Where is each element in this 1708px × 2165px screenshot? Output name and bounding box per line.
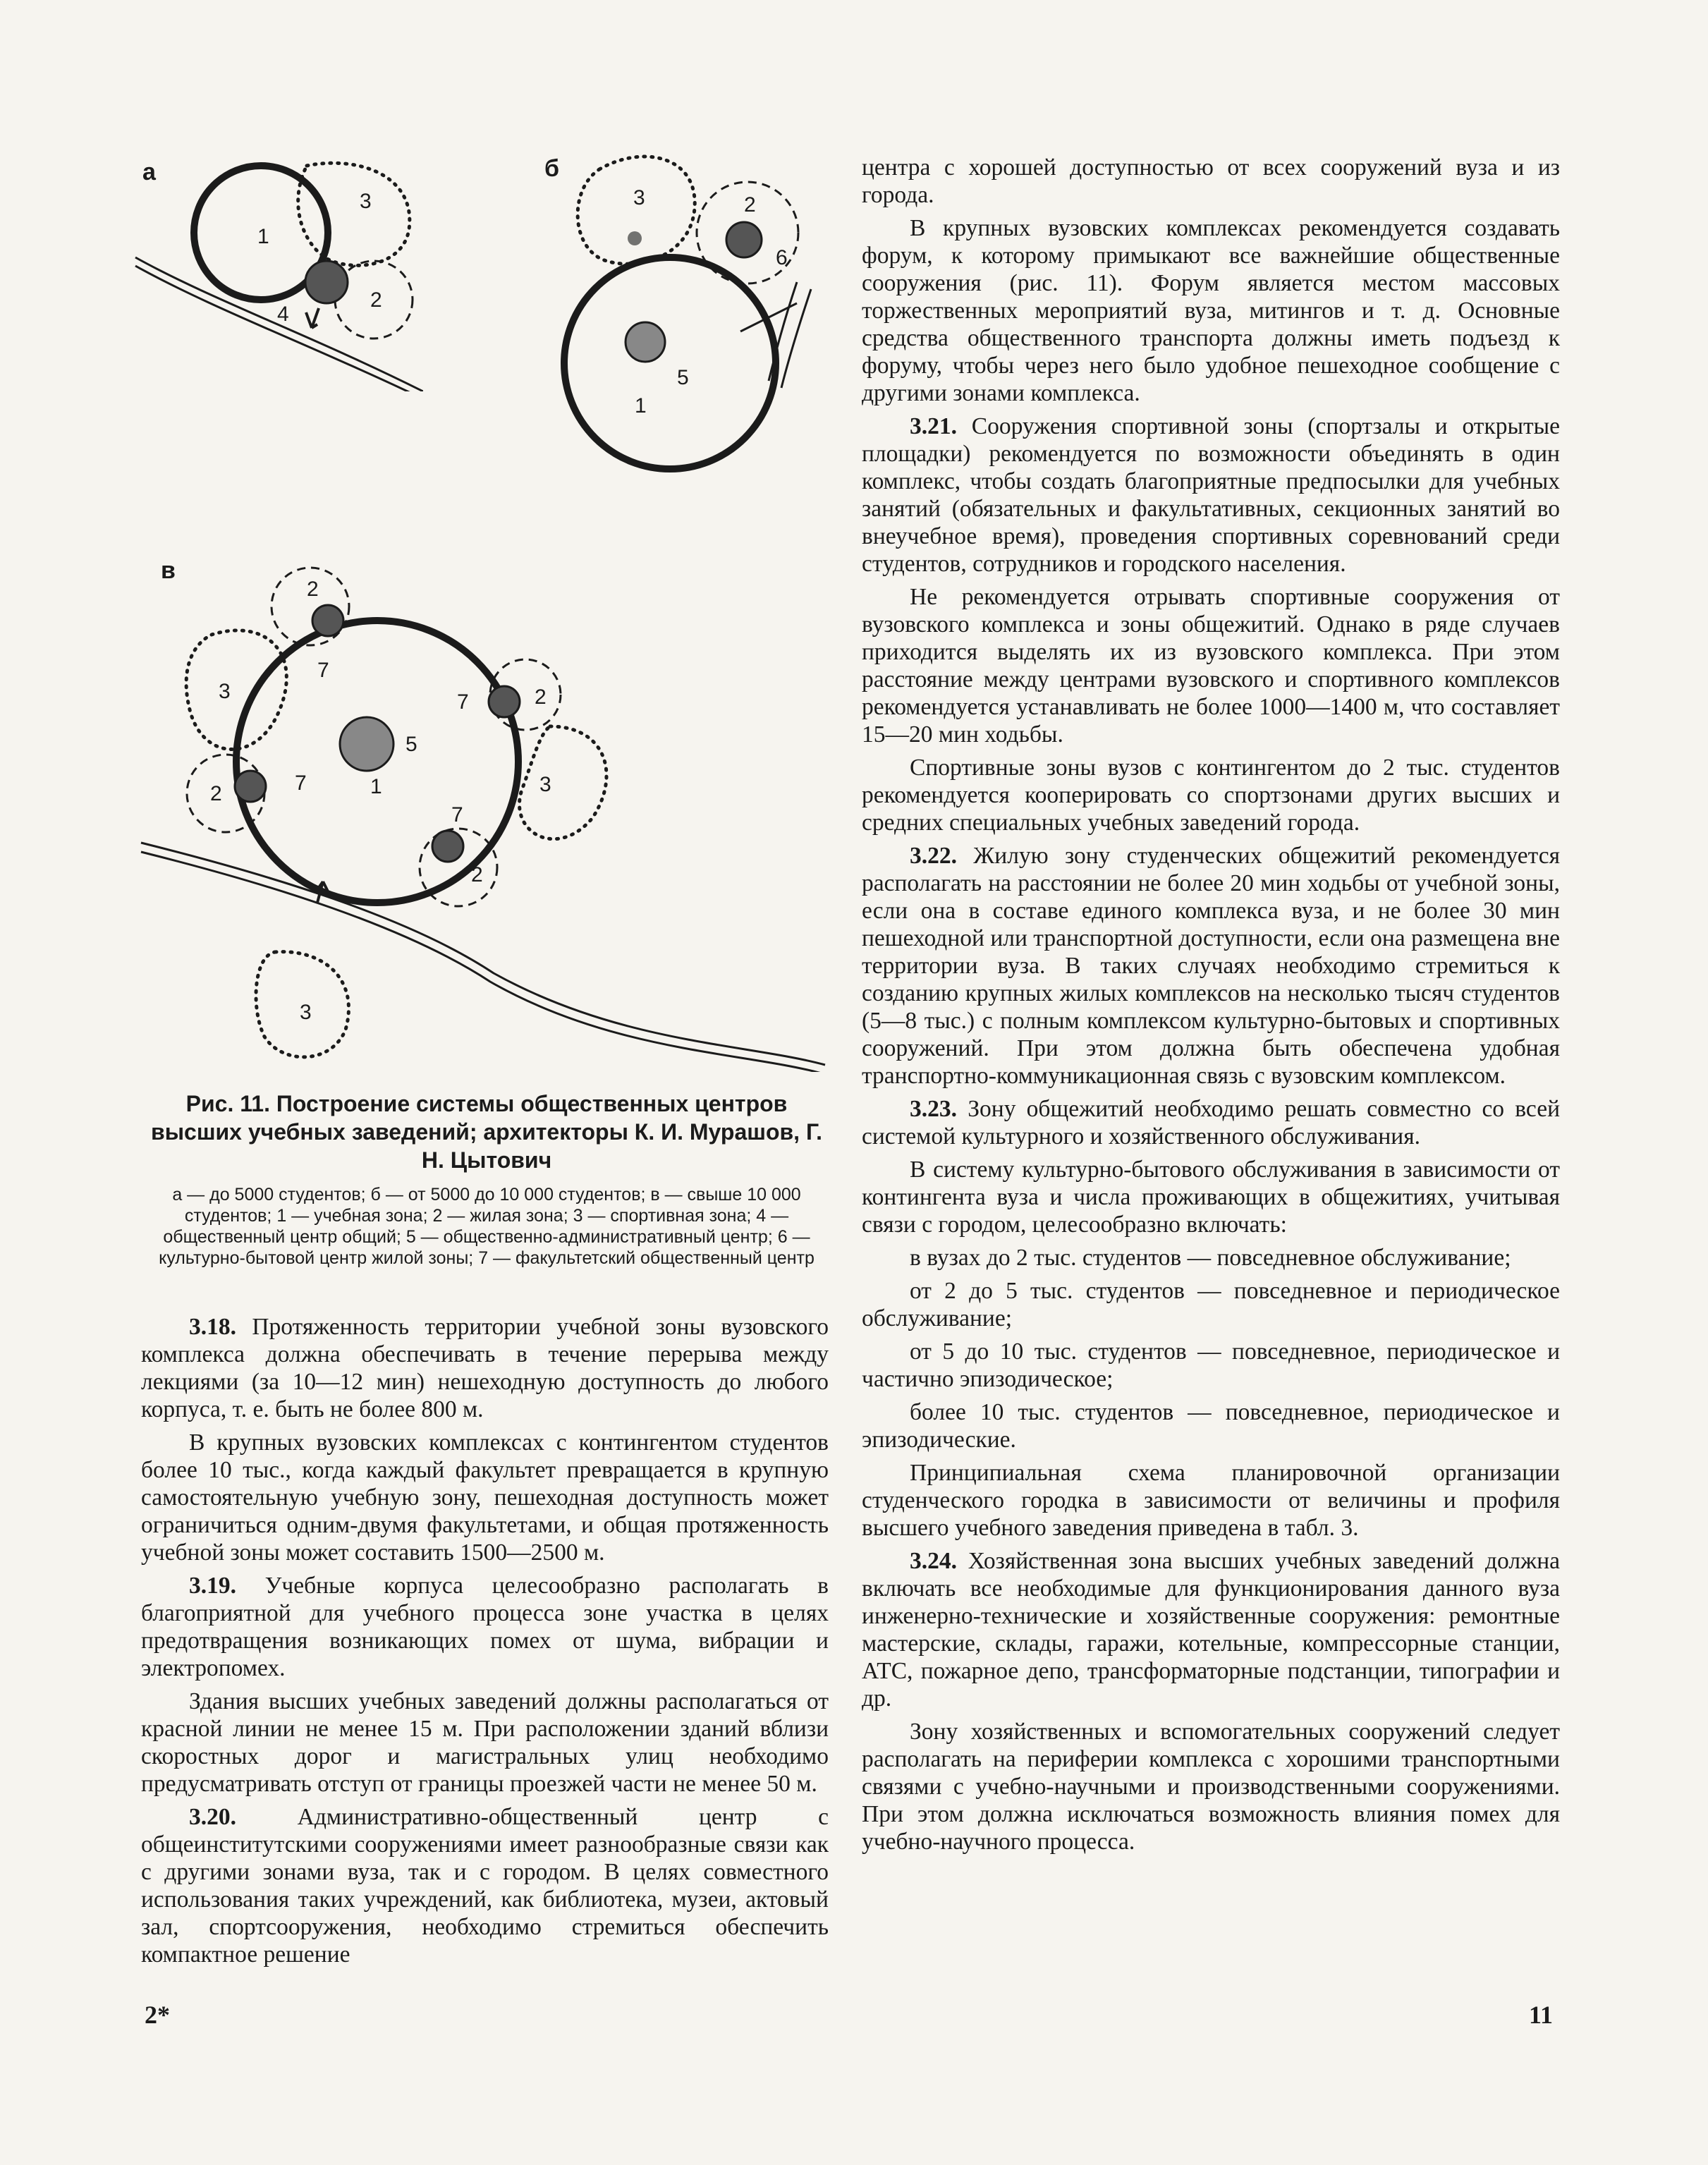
panel-label-v: в [161,557,176,584]
paragraph: Здания высших учебных заведений должны располагаться от красной линии не менее 15 м. При расположении зданий вблизи скоростных дорог и магистральных улиц необходимо предусматривать отступ от границы проезжей части не менее 50 м. [141,1688,829,1797]
zone-1-study [564,257,776,469]
paragraph: Спортивные зоны вузов с контингентом до 2 тыс. студентов рекомендуется кооперировать со спортзонами других высших и средних специальных учебных заведений города. [862,755,1560,836]
label-2: 2 [210,782,222,805]
list-item: от 2 до 5 тыс. студентов — повседневное и периодическое обслуживание; [862,1278,1560,1331]
page-number: 11 [1529,2001,1554,2029]
paragraph: Не рекомендуется отрывать спортивные сооружения от вузовского комплекса и зоны общежитий. Однако в ряде случаев приходится выделять их из вузовского комплекса. При этом расстояние между центрами вузовского и спортивного комплексов рекомендуется устанавливать не более 1000—1400 м, что составляет 15—20 мин ходьбы. [862,584,1560,748]
paragraph: 3.19. Учебные корпуса целесообразно располагать в благоприятной для учебного процесса зоне участка в целях предотвращения возникающих помех от шума, вибрации и электропомех. [141,1573,829,1681]
zone-5-center [340,717,394,771]
paragraph: Зону хозяйственных и вспомогательных сооружений следует располагать на периферии комплекса с хорошими транспортными связями с учебно-научными и производственными сооружениями. При этом должна исключаться возможность влияния помех для учебно-научного процесса. [862,1719,1560,1855]
panel-label-a: а [142,159,156,185]
figure-caption [141,1090,832,1269]
paragraph: 3.21. Сооружения спортивной зоны (спортзалы и открытые площадки) рекомендуется по возможности объединять в один комплекс, чтобы создать благоприятные предпосылки для учебных занятий (обязательных и факультативных, секционных занятий во внеучебное время), проведения спортивных соревнований среди студентов, сотрудников и городского населения. [862,413,1560,577]
label-5: 5 [405,733,417,756]
paragraph: 3.18. Протяженность территории учебной зоны вузовского комплекса должна обеспечивать в течение перерыва между лекциями (за 10—12 мин) нешеходную доступность до любого корпуса, т. е. быть не более 800 м. [141,1314,829,1422]
paragraph: 3.24. Хозяйственная зона высших учебных заведений должна включать все необходимые для функционирования данного вуза инженерно-технические и хозяйственные сооружения: ремонтные мастерские, склады, гаражи, котельные, компрессорные станции, АТС, пожарное депо, трансформаторные подстанции, типографии и др. [862,1548,1560,1712]
access-arrow [306,308,319,328]
zone-3-sport [298,163,410,265]
paragraph: 3.22. Жилую зону студенческих общежитий рекомендуется располагать на расстоянии не более 20 мин ходьбы от учебной зоны, если она в составе единого комплекса вуза, и не более 30 мин пешеходной или транспортной доступности, если она размещена вне территории вуза. В таких случаях необходимо стремиться к созданию крупных жилых комплексов на несколько тысяч студентов (5—8 тыс.) с полным комплексом культурно-бытовых и спортивных сооружений. При этом должна быть обеспечена удобная транспортно-коммуникационная связь с вузовским комплексом. [862,843,1560,1089]
label-5: 5 [677,366,689,389]
list-item: от 5 до 10 тыс. студентов — повседневное, периодическое и частично эпизодическое; [862,1338,1560,1392]
label-2: 2 [535,685,547,709]
label-7: 7 [295,772,307,795]
label-3: 3 [300,1001,312,1024]
panel-label-b: б [544,155,560,182]
label-1: 1 [370,775,382,798]
paragraph: Принципиальная схема планировочной организации студенческого городка в зависимости от величины и профиля высшего учебного заведения приведена в табл. 3. [862,1460,1560,1541]
label-1: 1 [635,394,647,417]
signature-mark: 2* [145,2001,170,2029]
figure-panel-a [127,152,423,391]
figure-panel-v [127,550,832,1072]
zone-4-center [305,261,348,303]
paragraph: центра с хорошей доступностью от всех сооружений вуза и из города. [862,154,1560,208]
caption-legend: а — до 5000 студентов; б — от 5000 до 10 000 студентов; в — свыше 10 000 студентов; 1 — учебная зона; 2 — жилая зона; 3 — спортивная зона; 4 — общественный центр общий; 5 — общественно-административный центр; 6 — культурно-бытовой центр жилой зоны; 7 — факультетский общественный центр [159,1185,815,1268]
label-2: 2 [307,578,319,601]
paragraph: В крупных вузовских комплексах рекомендуется создавать форум, к которому примыкают все важнейшие общественные сооружения (рис. 11). Форум является местом массовых торжественных мероприятий вуза, митингов и т. д. Основные средства общественного транспорта должны иметь подъезд к форуму, чтобы через него было удобное пешеходное сообщение с другими зонами комплекса. [862,215,1560,406]
paragraph: 3.23. Зону общежитий необходимо решать совместно со всей системой культурного и хозяйственного обслуживания. [862,1096,1560,1149]
left-column [141,1313,829,1974]
label-2: 2 [471,863,483,886]
label-3: 3 [539,773,551,796]
label-3: 3 [633,186,645,209]
paragraph: В систему культурно-бытового обслуживания в зависимости от контингента вуза и числа проживающих в общежитиях, учитывая связи с городом, целесообразно включать: [862,1157,1560,1238]
label-4: 4 [277,303,289,326]
label-3: 3 [219,680,231,703]
label-7: 7 [457,690,469,714]
zone-3-sport [578,157,695,264]
paragraph: 3.20. Административно-общественный центр с общеинститутскими сооружениями имеет разнообразные связи как с другими зонами вуза, так и с городом. В целях совместного использования таких учреждений, как библиотека, музеи, актовый зал, спортсооружения, необходимо стремиться обеспечить компактное решение [141,1804,829,1968]
label-7: 7 [317,659,329,682]
label-7: 7 [451,803,463,827]
list-item: более 10 тыс. студентов — повседневное, периодическое и эпизодические. [862,1399,1560,1453]
label-6: 6 [776,246,788,269]
list-item: в вузах до 2 тыс. студентов — повседневное обслуживание; [910,1245,1511,1271]
figure-panel-b [529,141,839,480]
right-column [862,154,1560,1861]
caption-title: Рис. 11. Построение системы общественных центров высших учебных заведений; архитекторы К. И. Мурашов, Г. Н. Цытович [151,1091,822,1173]
paragraph: В крупных вузовских комплексах с контингентом студентов более 10 тыс., когда каждый факультет превращается в крупную самостоятельную учебную зону, пешеходная доступность может ограничиться одним-двумя факультетами, и общая протяженность учебной зоны может составить 1500—2500 м. [141,1429,829,1566]
zone-6-center [726,222,762,257]
label-2: 2 [744,193,756,216]
label-2: 2 [370,288,382,312]
label-1: 1 [257,225,269,248]
zone-5-center [626,322,665,362]
label-3: 3 [360,190,372,213]
